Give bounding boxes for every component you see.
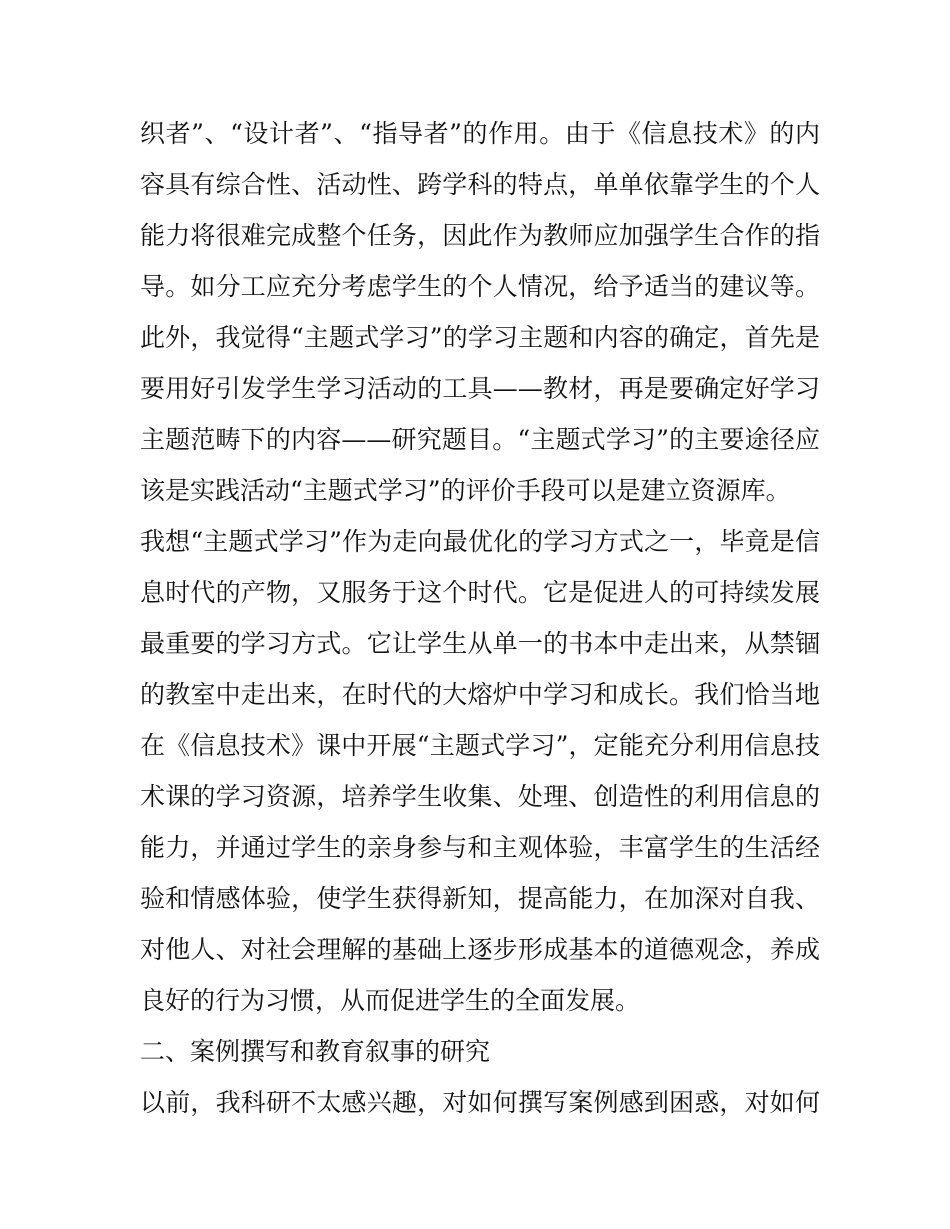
text-line: 能力将很难完成整个任务，因此作为教师应加强学生合作的指 [140,221,820,250]
text-line: 此外，我觉得“主题式学习”的学习主题和内容的确定，首先是 [140,323,820,352]
text-line: 该是实践活动“主题式学习”的评价手段可以是建立资源库。 [140,476,791,505]
text-line: 在《信息技术》课中开展“主题式学习”，定能充分利用信息技 [140,731,820,760]
text-line: 导。如分工应充分考虑学生的个人情况，给予适当的建议等。 [140,272,820,301]
text-line: 最重要的学习方式。它让学生从单一的书本中走出来，从禁锢 [140,629,820,658]
section-heading: 二、案例撰写和教育叙事的研究 [140,1037,491,1066]
text-line: 术课的学习资源，培养学生收集、处理、创造性的利用信息的 [140,782,820,811]
text-line: 的教室中走出来，在时代的大熔炉中学习和成长。我们恰当地 [140,680,820,709]
body-text [140,108,820,1128]
text-line: 以前，我科研不太感兴趣，对如何撰写案例感到困惑，对如何 [140,1088,820,1117]
text-line: 良好的行为习惯，从而促进学生的全面发展。 [140,986,641,1015]
text-line: 验和情感体验，使学生获得新知，提高能力，在加深对自我、 [140,884,820,913]
text-line: 容具有综合性、活动性、跨学科的特点，单单依靠学生的个人 [140,170,820,199]
text-line: 我想“主题式学习”作为走向最优化的学习方式之一，毕竟是信 [140,527,820,556]
text-line: 对他人、对社会理解的基础上逐步形成基本的道德观念，养成 [140,935,820,964]
text-line: 要用好引发学生学习活动的工具——教材，再是要确定好学习 [140,374,820,403]
text-line: 织者”、“设计者”、“指导者”的作用。由于《信息技术》的内 [140,119,820,148]
text-line: 息时代的产物，又服务于这个时代。它是促进人的可持续发展 [140,578,820,607]
text-line: 能力，并通过学生的亲身参与和主观体验，丰富学生的生活经 [140,833,820,862]
text-line: 主题范畴下的内容——研究题目。“主题式学习”的主要途径应 [140,425,820,454]
